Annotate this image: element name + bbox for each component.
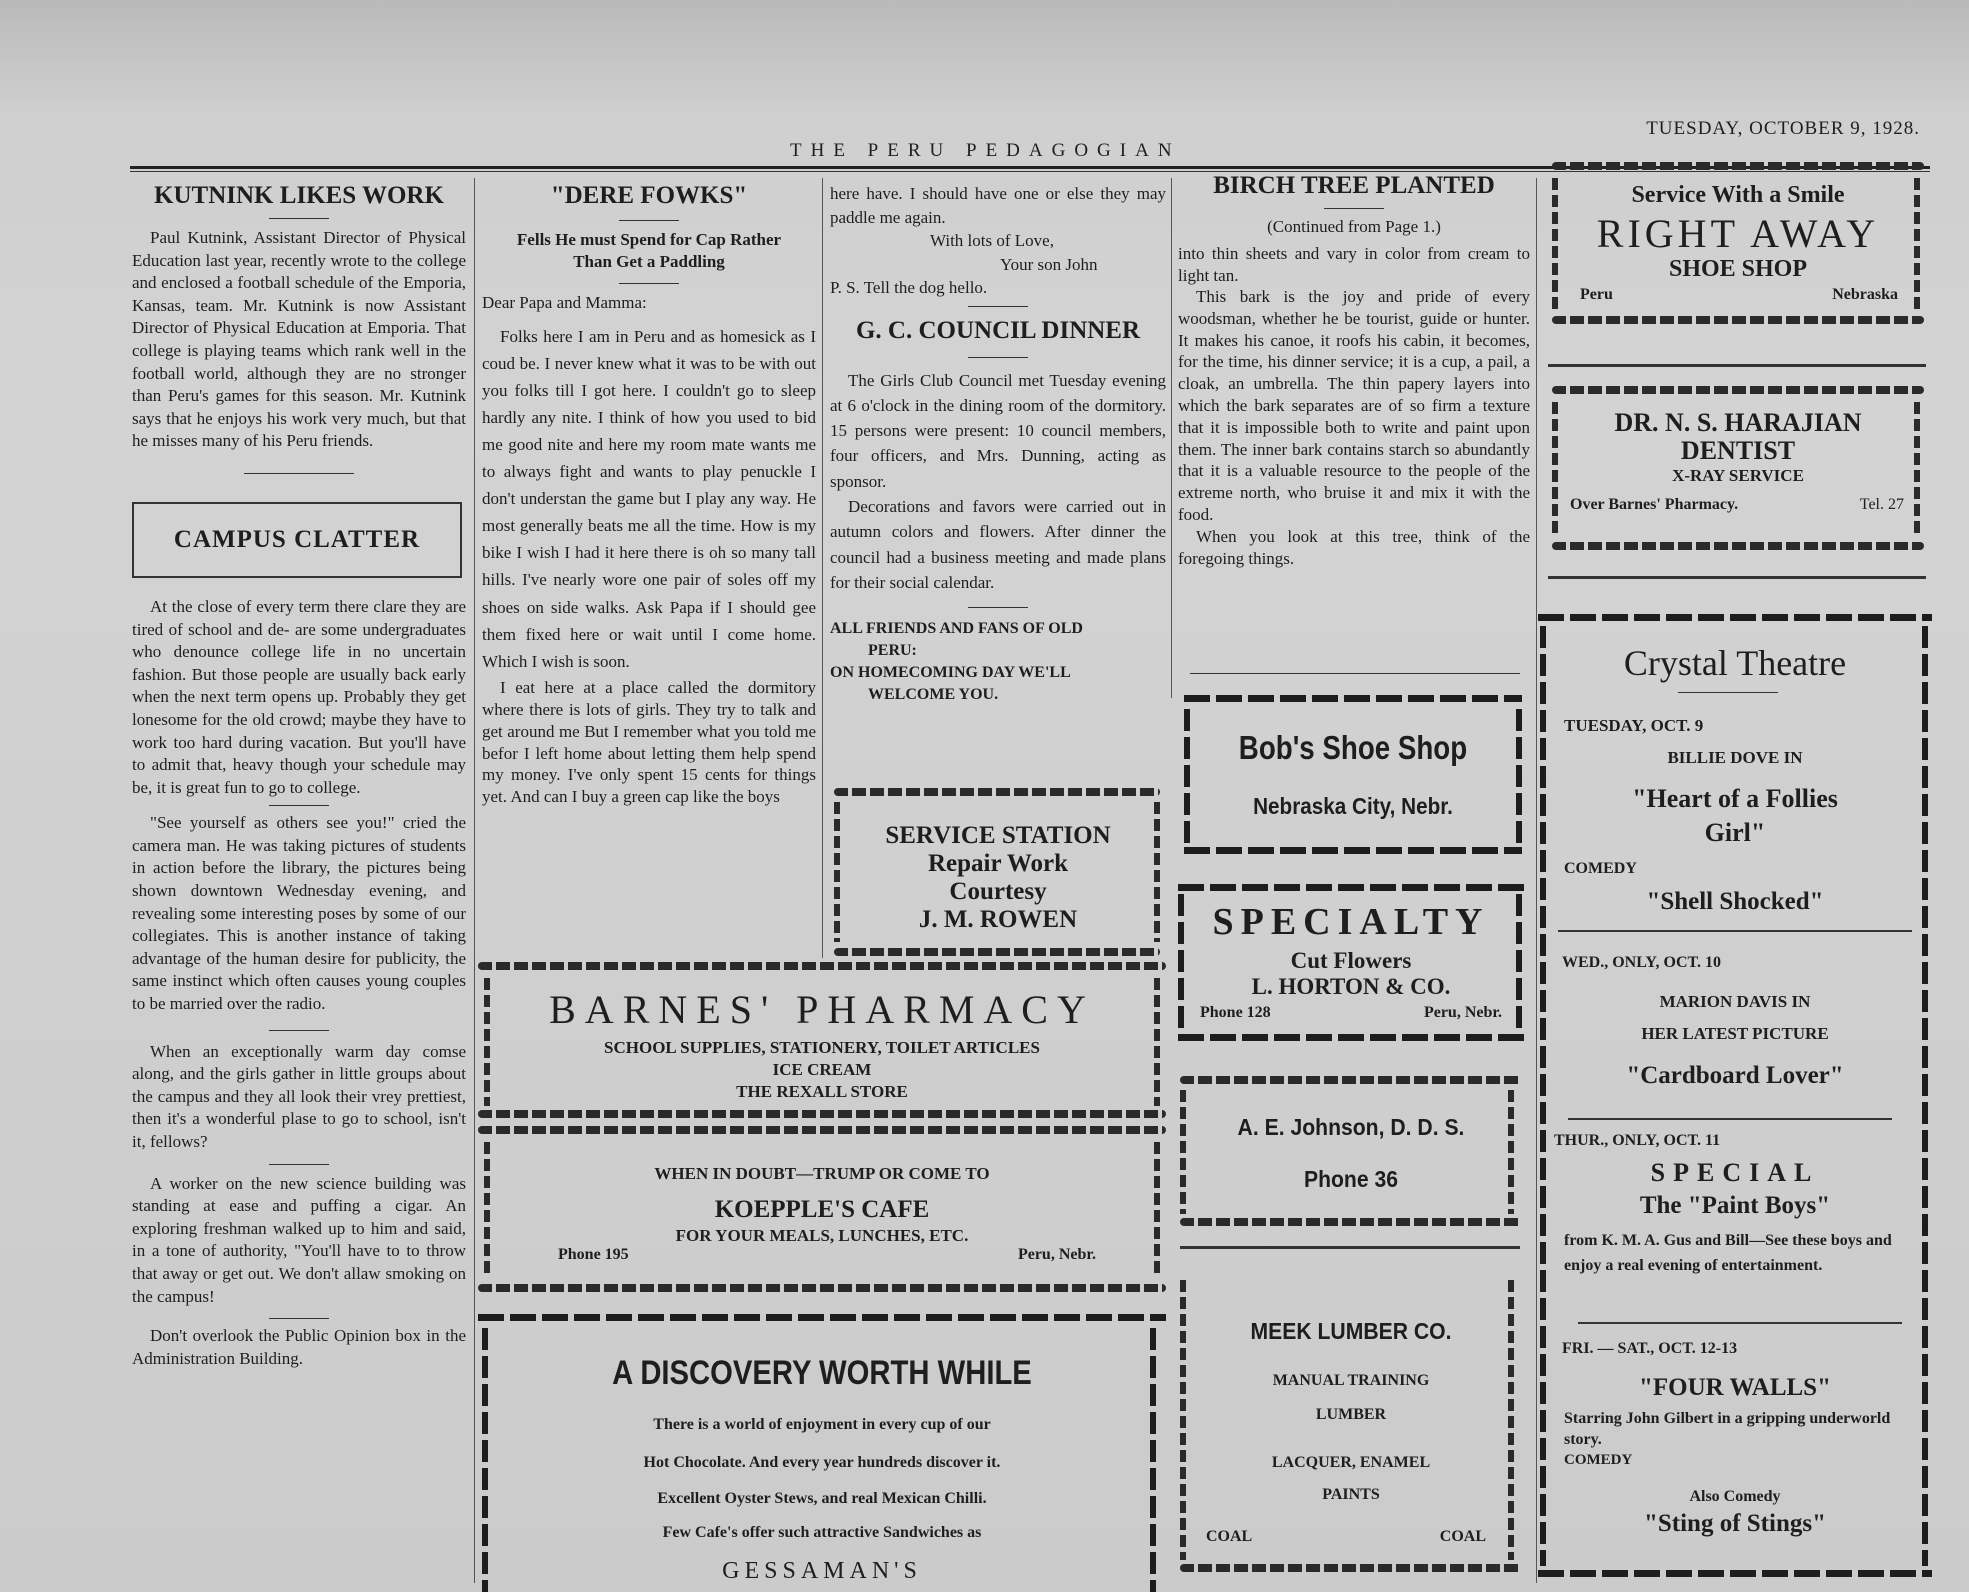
crystal-fri-comedy-label: COMEDY (1564, 1452, 1633, 1468)
koepple-name: KOEPPLE'S CAFE (714, 1196, 930, 1223)
chain-border (1552, 316, 1924, 324)
right-away-slogan: Service With a Smile (1631, 182, 1845, 208)
kutnink-headline: KUTNINK LIKES WORK (154, 182, 444, 209)
divider (269, 1030, 329, 1031)
chain-border (484, 978, 490, 1106)
right-away-state: Nebraska (1832, 286, 1898, 303)
chain-border (1154, 978, 1160, 1106)
chain-border (1180, 1090, 1186, 1214)
dash-border (1184, 709, 1190, 843)
koepple-line-2: FOR YOUR MEALS, LUNCHES, ETC. (675, 1226, 969, 1245)
clatter-paragraph-4: A worker on the new science building was standing at ease and puffing a cigar. An exploring freshman walked up to him and said, in a tone of authority, "You'll have to to throw that away or get out. We don't allaw smoking on the campus! (132, 1173, 466, 1306)
crystal-tue-film-1: "Heart of a Follies (1632, 784, 1838, 813)
meek-line-2: LUMBER (1315, 1406, 1387, 1423)
letter-body: Folks here I am in Peru and as homesick as I coud be. I never knew what it was to be with out you folks till I got here. I couldn't go to sleep hardly any nite. I think of how you used to bid me good nite and here my room mate wants me to always fight and wants to play penuckle I don't understan the game but I play any way. He most generally beats me all the time. How is my bike I wish I had it here there is oh so many tall hills. I've nearly wore one pair of soles off my shoes on side walks. Ask Papa if I should gee them fixed here or wait until I come home. Which I wish is soon. (482, 326, 816, 671)
dash-border (1540, 626, 1546, 1566)
column-rule-2 (822, 178, 823, 958)
crystal-fri-film: "FOUR WALLS" (1639, 1374, 1831, 1401)
crystal-thu-desc: from K. M. A. Gus and Bill—See these boys and enjoy a real evening of entertainment. (1564, 1232, 1892, 1274)
letter-salutation: Dear Papa and Mamma: (482, 293, 647, 312)
chain-border (478, 962, 1166, 970)
johnson-name: A. E. Johnson, D. D. S. (1237, 1114, 1465, 1140)
gessaman-ad (478, 1310, 1166, 1592)
column-1 (132, 182, 466, 1370)
council-paragraph-1: The Girls Club Council met Tuesday evening at 6 o'clock in the dining room of the dormitory. 15 persons were present: 10 council members, four officers, and Mrs. Dunning, acting as sponsor. (830, 370, 1166, 491)
chain-border (1914, 402, 1920, 536)
johnson-dentist-ad (1176, 1074, 1526, 1234)
dash-border (1178, 1034, 1524, 1041)
column-rule-3 (1171, 178, 1172, 698)
meek-coal-right: COAL (1439, 1528, 1486, 1545)
horton-flowers: Cut Flowers (1290, 948, 1412, 973)
dere-fowks-headline: "DERE FOWKS" (550, 182, 748, 209)
column-4 (1178, 172, 1530, 569)
harajian-location: Over Barnes' Pharmacy. (1570, 496, 1739, 513)
column-2 (482, 182, 816, 808)
council-dinner-headline: G. C. COUNCIL DINNER (855, 316, 1141, 344)
crystal-theatre-ad (1538, 612, 1932, 1580)
meek-lumber-ad (1176, 1270, 1526, 1580)
divider (619, 283, 679, 284)
chain-border (1154, 1142, 1160, 1278)
dash-border (1516, 894, 1522, 1032)
right-away-name: RIGHT AWAY (1596, 211, 1880, 256)
letter-continued: here have. I should have one or else they may paddle me again. (830, 184, 1166, 227)
divider (1568, 1118, 1892, 1120)
service-station-courtesy: Courtesy (949, 878, 1047, 905)
chain-border (478, 1110, 1166, 1118)
birch-paragraph-3: When you look at this tree, think of the foregoing things. (1178, 526, 1530, 568)
homecoming-line-2: PERU: (868, 642, 917, 660)
service-station-ad (830, 788, 1166, 958)
dash-border (1178, 894, 1184, 1032)
harajian-tel: Tel. 27 (1859, 496, 1904, 513)
campus-clatter-box (132, 502, 462, 578)
dere-fowks-subhead: Fells He must Spend for Cap Rather Than Get a Paddling (516, 230, 782, 271)
chain-border (1552, 542, 1924, 550)
meek-line-4: PAINTS (1322, 1486, 1380, 1503)
crystal-thu-film: The "Paint Boys" (1639, 1192, 1831, 1219)
dash-border (1178, 884, 1524, 891)
divider (968, 357, 1028, 358)
crystal-thu-special: SPECIAL (1650, 1158, 1820, 1187)
crystal-tue-comedy: "Shell Shocked" (1646, 888, 1824, 915)
chain-border (1154, 802, 1160, 942)
chain-border (1508, 1090, 1514, 1214)
letter-closing-1: With lots of Love, (930, 231, 1054, 250)
chain-border (1180, 1218, 1522, 1226)
gessaman-line-1: There is a world of enjoyment in every cup of our (653, 1416, 991, 1433)
dash-border (1150, 1328, 1156, 1592)
service-station-repair: Repair Work (927, 850, 1069, 877)
right-away-town: Peru (1580, 286, 1613, 303)
divider (1558, 930, 1912, 932)
divider (269, 218, 329, 219)
gessaman-headline: A DISCOVERY WORTH WHILE (612, 1354, 1032, 1392)
divider (619, 220, 679, 221)
crystal-fri-desc: Starring John Gilbert in a gripping underworld story. (1564, 1410, 1891, 1448)
chain-border (1180, 1564, 1522, 1572)
divider (269, 1318, 329, 1319)
dash-border (1184, 695, 1522, 702)
koepple-phone: Phone 195 (558, 1246, 629, 1263)
service-station-name: SERVICE STATION (885, 822, 1111, 849)
council-paragraph-2: Decorations and favors were carried out in autumn colors and flowers. After dinner the council had a business meeting and made plans for their social calendar. (830, 496, 1166, 592)
paper-name: THE PERU PEDAGOGIAN (790, 140, 1181, 161)
harajian-xray: X-RAY SERVICE (1672, 466, 1804, 485)
divider (1678, 692, 1778, 693)
crystal-fri-also: Also Comedy (1689, 1488, 1781, 1505)
meek-line-1: MANUAL TRAINING (1272, 1372, 1430, 1389)
dash-border (1538, 614, 1932, 621)
letter-postscript: P. S. Tell the dog hello. (830, 278, 988, 297)
chain-border (1552, 402, 1558, 536)
koepple-cafe-ad (478, 1124, 1166, 1300)
crystal-tue-date: TUESDAY, OCT. 9 (1564, 716, 1704, 735)
issue-date: TUESDAY, OCTOBER 9, 1928. (1646, 118, 1920, 139)
koepple-line-1: WHEN IN DOUBT—TRUMP OR COME TO (654, 1164, 990, 1183)
horton-headline: SPECIALTY (1212, 901, 1490, 943)
dash-border (1538, 1570, 1932, 1577)
divider (1548, 364, 1926, 367)
masthead (130, 118, 1930, 162)
dash-border (482, 1328, 488, 1592)
divider (269, 805, 329, 806)
bobs-place: Nebraska City, Nebr. (1253, 793, 1453, 819)
divider (968, 306, 1028, 307)
clatter-paragraph-2: "See yourself as others see you!" cried the camera man. He was taking pictures of students in action before the library, the pictures being shown downtown Wednesday evening, and revealing some interesting poses by some of our collegiates. This is another instance of taking advantage of the human desire for publicity, the same instinct which often causes young couples to be married over the radio. (132, 813, 466, 1014)
letter-closing-2: Your son John (1000, 254, 1098, 274)
chain-border (484, 1142, 490, 1278)
crystal-wed-film: "Cardboard Lover" (1626, 1062, 1844, 1089)
dash-border (1922, 626, 1928, 1566)
divider (1578, 1322, 1902, 1324)
gessaman-line-2: Hot Chocolate. And every year hundreds discover it. (643, 1454, 1001, 1471)
chain-border (1180, 1076, 1522, 1084)
crystal-wed-note: HER LATEST PICTURE (1641, 1024, 1829, 1043)
right-away-shoe-shop: SHOE SHOP (1668, 256, 1808, 282)
meek-line-3: LACQUER, ENAMEL (1271, 1454, 1431, 1471)
meek-name: MEEK LUMBER CO. (1250, 1318, 1452, 1344)
horton-place: Peru, Nebr. (1423, 1004, 1502, 1021)
dash-border (478, 1314, 1166, 1321)
bobs-shoe-shop-ad (1180, 693, 1526, 861)
chain-border (834, 948, 1160, 956)
chain-border (478, 1126, 1166, 1134)
kutnink-article: Paul Kutnink, Assistant Director of Physical Education last year, recently wrote to the college and enclosed a football schedule of the Emporia, Kansas, team. Mr. Kutnink is now Assistant Director of Physical Education at Emporia. That college is playing teams which rank well in the football world, although they are no stronger than Peru's games for this season. Mr. Kutnink says that he enjoys his work very much, but that he misses many of his Peru friends. (132, 228, 466, 451)
barnes-name: BARNES' PHARMACY (549, 987, 1095, 1032)
koepple-place: Peru, Nebr. (1017, 1246, 1096, 1263)
birch-headline: BIRCH TREE PLANTED (1213, 172, 1495, 199)
crystal-thu-date: THUR., ONLY, OCT. 11 (1554, 1132, 1721, 1149)
clatter-paragraph-1: At the close of every term there clare they are tired of school and de- are some undergraduates who denounce college life in no uncertain fashion. But those people are usually back early when the next term opens up. Probably they get lonesome for the old crowd; maybe they have to work too hard during vacation. But you'll have to admit that, heavy though your schedule may be, it is great fun to go to college. (132, 596, 466, 797)
crystal-fri-comedy: "Sting of Stings" (1644, 1510, 1826, 1537)
crystal-tue-film-2: Girl" (1704, 818, 1766, 847)
chain-border (478, 1284, 1166, 1292)
gessaman-name: GESSAMAN'S (722, 1558, 922, 1584)
horton-phone: Phone 128 (1200, 1004, 1271, 1021)
harajian-title: DENTIST (1680, 436, 1796, 465)
clatter-paragraph-5: Don't overlook the Public Opinion box in the Administration Building. (132, 1326, 466, 1368)
chain-border (1552, 386, 1924, 394)
crystal-fri-date: FRI. — SAT., OCT. 12-13 (1562, 1340, 1738, 1357)
divider (1190, 673, 1520, 674)
birch-paragraph-2: This bark is the joy and pride of every woodsman, whether he be tourist, guide or hunter. It makes his canoe, it roofs his cabin, it becomes, for the time, his dinner service; it is a cup, a pail, a cloak, an umbrella. The thin papery layers into which the bark separates are of so firm a texture that it is impossible both to write and paint upon them. The inner bark contains starch so abundantly that it is a valuable resource to the people of the extreme north, who bruise it and mix it with the food. (1178, 287, 1530, 524)
clatter-paragraph-3: When an exceptionally warm day comse along, and the girls gather in little groups about the campus and they all look their vrey prettiest, then it's a wonderful plase to go to school, isn't it, fellows? (132, 1041, 466, 1151)
right-away-shoe-shop-ad (1548, 160, 1928, 334)
homecoming-line-4: WELCOME YOU. (868, 686, 999, 704)
gessaman-line-3: Excellent Oyster Stews, and real Mexican Chilli. (657, 1490, 987, 1507)
homecoming-line-1: ALL FRIENDS AND FANS OF OLD (830, 620, 1083, 638)
birch-continued: (Continued from Page 1.) (1267, 217, 1441, 236)
chain-border (1552, 178, 1558, 310)
crystal-wed-date: WED., ONLY, OCT. 10 (1562, 954, 1721, 971)
chain-border (834, 788, 1160, 796)
harajian-dentist-ad (1548, 384, 1928, 556)
crystal-tue-star: BILLIE DOVE IN (1667, 748, 1803, 767)
harajian-name: DR. N. S. HARAJIAN (1614, 408, 1862, 437)
chain-border (834, 802, 840, 942)
divider (1180, 1246, 1520, 1249)
johnson-phone: Phone 36 (1303, 1166, 1399, 1192)
divider (1324, 208, 1384, 209)
meek-coal-left: COAL (1206, 1528, 1253, 1545)
chain-border (1180, 1280, 1186, 1560)
divider (968, 607, 1028, 608)
crystal-title: Crystal Theatre (1623, 643, 1847, 683)
horton-name: L. HORTON & CO. (1251, 974, 1451, 999)
campus-clatter-headline: CAMPUS CLATTER (173, 525, 421, 553)
barnes-line-1: SCHOOL SUPPLIES, STATIONERY, TOILET ARTICLES (604, 1038, 1040, 1057)
dash-border (1516, 709, 1522, 843)
dash-border (1184, 847, 1522, 854)
chain-border (1914, 178, 1920, 310)
barnes-pharmacy-ad (478, 960, 1166, 1122)
divider (1548, 576, 1926, 579)
bobs-name: Bob's Shoe Shop (1238, 729, 1468, 766)
homecoming-line-3: ON HOMECOMING DAY WE'LL (830, 664, 1071, 682)
column-rule-4 (1536, 178, 1537, 1583)
birch-paragraph-1: into thin sheets and vary in color from cream to light tan. (1178, 244, 1530, 285)
divider (269, 1164, 329, 1165)
letter-body-2: I eat here at a place called the dormitory where there is lots of girls. They try to talk and get around me But I remember what you told me befor I left home about letting them help spend my money. I've only spent 15 cents for things yet. And can I buy a green cap like the boys (482, 677, 816, 807)
crystal-tue-comedy-label: COMEDY (1564, 860, 1637, 877)
column-rule-1 (474, 178, 475, 1583)
chain-border (1552, 162, 1924, 170)
divider (244, 473, 354, 474)
crystal-wed-star: MARION DAVIS IN (1659, 992, 1811, 1011)
barnes-line-2: ICE CREAM (772, 1060, 872, 1079)
service-station-owner: J. M. ROWEN (918, 906, 1078, 933)
gessaman-line-4: Few Cafe's offer such attractive Sandwiches as (662, 1524, 982, 1541)
barnes-line-3: THE REXALL STORE (736, 1082, 908, 1101)
horton-ad (1176, 884, 1526, 1042)
column-3 (830, 182, 1166, 706)
